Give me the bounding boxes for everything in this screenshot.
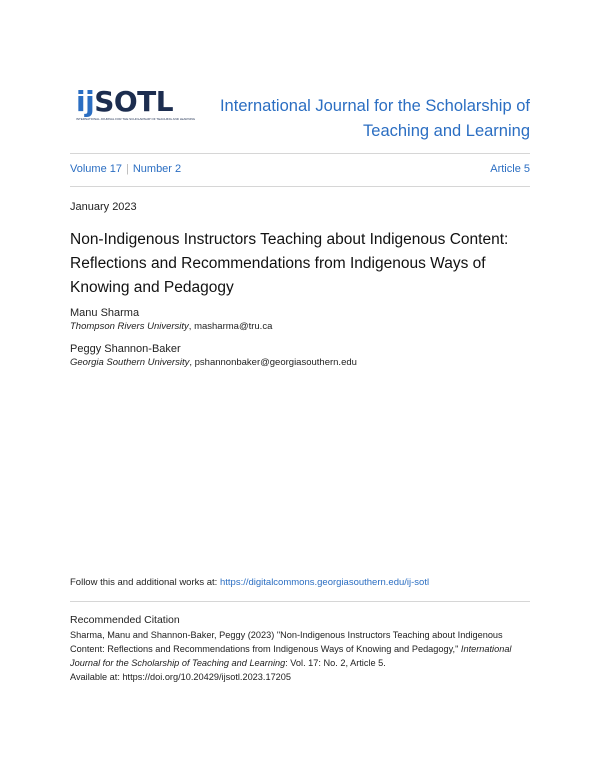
breadcrumb-separator: |: [125, 163, 129, 175]
journal-logo: [76, 85, 196, 128]
citation-heading: Recommended Citation: [70, 614, 180, 626]
author-name: Peggy Shannon-Baker: [70, 343, 181, 355]
logo-ij: ij: [76, 85, 95, 118]
author-institution: Georgia Southern University: [70, 357, 190, 368]
author-email: pshannonbaker@georgiasouthern.edu: [194, 357, 357, 368]
issue-breadcrumb: [70, 163, 181, 175]
publication-date: January 2023: [70, 201, 137, 213]
header-divider: [70, 153, 530, 154]
journal-title-link[interactable]: International Journal for the Scholarship of Teaching and Learning: [219, 97, 530, 140]
follow-line: [70, 577, 429, 588]
follow-text: Follow this and additional works at:: [70, 577, 220, 588]
number-link[interactable]: Number 2: [132, 163, 182, 175]
volume-link[interactable]: Volume 17: [70, 163, 122, 175]
citation-doi[interactable]: Available at: https://doi.org/10.20429/ijsotl.2023.17205: [70, 672, 292, 682]
citation-text: Sharma, Manu and Shannon-Baker, Peggy (2023) "Non-Indigenous Instructors Teaching about Indigenous Content: Reflections and Recommendations from Indigenous Ways of Knowing and Pedagogy,": [70, 630, 503, 654]
logo-subtitle: INTERNATIONAL JOURNAL FOR THE SCHOLARSHIP OF TEACHING AND LEARNING: [76, 117, 196, 121]
author-name: Manu Sharma: [70, 307, 140, 319]
article-link[interactable]: Article 5: [490, 163, 530, 175]
citation-divider: [70, 601, 530, 602]
author-affiliation: Georgia Southern University, pshannonbaker@georgiasouthern.edu: [70, 357, 357, 368]
author-institution: Thompson Rivers University: [70, 321, 189, 332]
logo-wordmark: [76, 85, 174, 118]
collection-link[interactable]: https://digitalcommons.georgiasouthern.edu/ij-sotl: [219, 577, 430, 588]
citation-journal: International Journal for the Scholarship of Teaching and Learning: [70, 644, 512, 668]
citation-volume: : Vol. 17: No. 2, Article 5.: [285, 658, 386, 668]
author-affiliation: Thompson Rivers University, masharma@tru.ca: [70, 321, 273, 332]
logo-sotl: SOTL: [94, 85, 174, 118]
citation-body: [70, 628, 532, 684]
author-email: masharma@tru.ca: [194, 321, 273, 332]
meta-divider: [70, 186, 530, 187]
paper-title: Non-Indigenous Instructors Teaching about Indigenous Content: Reflections and Recommendations from Indigenous Ways of Knowing and Pedagogy: [70, 231, 509, 296]
